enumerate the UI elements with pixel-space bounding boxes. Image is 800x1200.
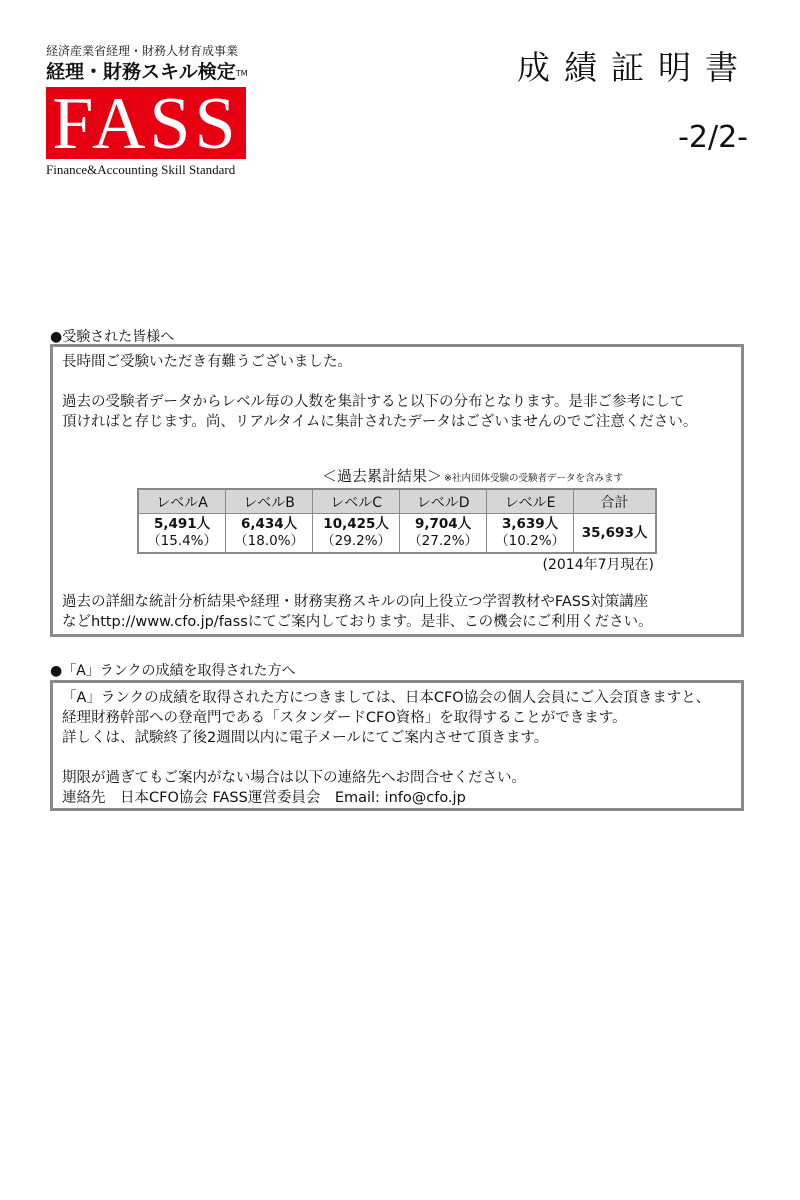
percent-level-b: （18.0%）	[234, 533, 305, 549]
column-header-level-d: レベルD	[400, 489, 487, 514]
section-heading-examinees: ●受験された皆様へ	[50, 329, 175, 345]
column-header-level-a: レベルA	[138, 489, 226, 514]
resources-line-2: などhttp://www.cfo.jp/fassにてご案内しております。是非、この機会にご利用ください。	[62, 614, 653, 630]
cell-level-d	[400, 514, 487, 554]
column-header-level-b: レベルB	[226, 489, 313, 514]
percent-level-d: （27.2%）	[408, 533, 479, 549]
count-level-d: 9,704人	[415, 516, 472, 532]
table-title	[322, 465, 623, 486]
logo-title-text: 経理・財務スキル検定	[46, 61, 236, 83]
thanks-text: 長時間ご受験いただき有難うございました。	[62, 354, 352, 370]
cell-level-a	[138, 514, 226, 554]
document-title: 成績証明書	[517, 48, 752, 87]
fass-logo-mark: FASS	[46, 87, 246, 159]
trademark-mark: TM	[235, 69, 248, 78]
table-note: ※社内団体受験の受験者データを含みます	[444, 473, 623, 484]
table-header-row	[138, 489, 656, 514]
cumulative-results-table	[137, 488, 657, 554]
a-rank-line-3: 詳しくは、試験終了後2週間以内に電子メールにてご案内させて頂きます。	[62, 730, 549, 746]
column-header-total: 合計	[574, 489, 656, 514]
count-level-b: 6,434人	[241, 516, 298, 532]
a-rank-message-box	[50, 680, 744, 811]
count-level-c: 10,425人	[323, 516, 389, 532]
cell-level-e	[487, 514, 574, 554]
distribution-intro-line-2: 頂ければと存じます。尚、リアルタイムに集計されたデータはございませんのでご注意ください。	[62, 414, 698, 430]
logo-title	[46, 60, 276, 84]
resources-line-1: 過去の詳細な統計分析結果や経理・財務実務スキルの向上役立つ学習教材やFASS対策講座	[62, 594, 649, 610]
cell-level-c	[313, 514, 400, 554]
page-number: -2/2-	[678, 120, 748, 155]
a-rank-line-1: 「A」ランクの成績を取得された方につきましては、日本CFO協会の個人会員にご入会頂きますと、	[62, 690, 711, 706]
table-row	[138, 514, 656, 554]
logo-subtitle: 経済産業省経理・財務人材育成事業	[46, 44, 239, 58]
fass-logo	[46, 44, 276, 178]
table-title-text: ＜過去累計結果＞	[322, 467, 443, 485]
cell-level-b	[226, 514, 313, 554]
percent-level-e: （10.2%）	[495, 533, 566, 549]
count-level-a: 5,491人	[153, 516, 211, 532]
contact-line: 連絡先 日本CFO協会 FASS運営委員会 Email: info@cfo.jp	[62, 790, 466, 806]
column-header-level-e: レベルE	[487, 489, 574, 514]
count-level-e: 3,639人	[502, 516, 559, 532]
section-heading-a-rank: ●「A」ランクの成績を取得された方へ	[50, 663, 296, 679]
cell-total	[574, 514, 656, 554]
percent-level-a: （15.4%）	[147, 533, 217, 549]
a-rank-line-2: 経理財務幹部への登竜門である「スタンダードCFO資格」を取得することができます。	[62, 710, 627, 726]
distribution-intro-line-1: 過去の受験者データからレベル毎の人数を集計すると以下の分布となります。是非ご参考にして	[62, 394, 685, 410]
column-header-level-c: レベルC	[313, 489, 400, 514]
percent-level-c: （29.2%）	[321, 533, 392, 549]
logo-tagline: Finance&Accounting Skill Standard	[46, 162, 236, 177]
as-of-date: (2014年7月現在)	[542, 557, 654, 573]
a-rank-line-4: 期限が過ぎてもご案内がない場合は以下の連絡先へお問合せください。	[62, 770, 526, 786]
count-total: 35,693人	[581, 524, 648, 541]
